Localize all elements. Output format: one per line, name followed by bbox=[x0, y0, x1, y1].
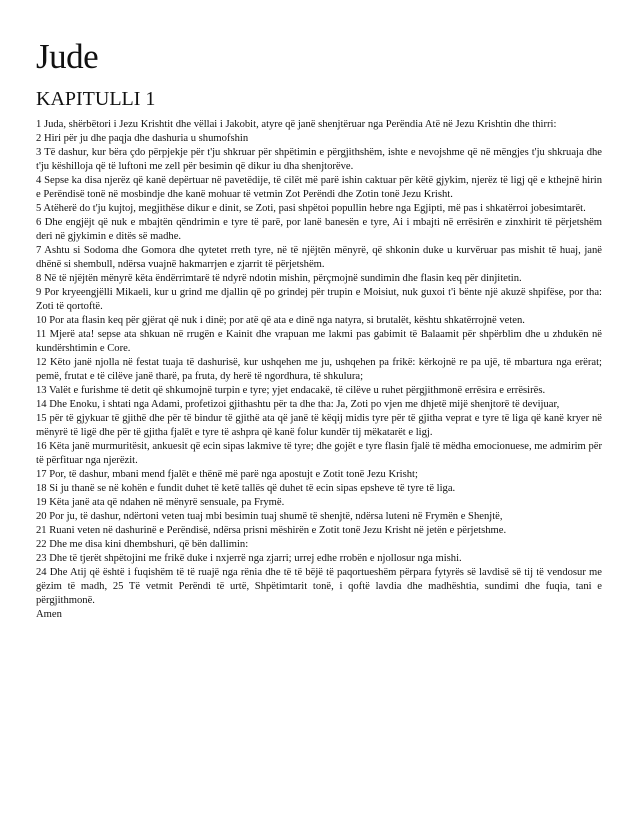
verse-6: 6 Dhe engjëjt që nuk e mbajtën qëndrimin e tyre të parë, por lanë banesën e tyre, Ai i mbajti në errësirën e zinxhirit të përjetshëm deri në gjykimin e ditës së madhe. bbox=[36, 217, 602, 242]
verse-2: 2 Hiri për ju dhe paqja dhe dashuria u shumofshin bbox=[36, 133, 249, 144]
verse-15: 15 për të gjykuar të gjithë dhe për të bindur të gjithë ata që janë të këqij midis tyre për të gjitha veprat e tyre të liga që kanë kryer në mënyrë të ligë dhe për të gjitha fjalët e tyre të ashpra që kanë folur kundër tij mëkatarët e ligj. bbox=[36, 413, 602, 438]
verse-10: 10 Por ata flasin keq për gjërat që nuk i dinë; por atë që ata e dinë nga natyra, si brutalët, kështu shkatërrojnë veten. bbox=[36, 315, 525, 326]
verse-19: 19 Këta janë ata që ndahen në mënyrë sensuale, pa Frymë. bbox=[36, 497, 285, 508]
book-title: Jude bbox=[36, 37, 99, 76]
verse-21: 21 Ruani veten në dashurinë e Perëndisë, ndërsa prisni mëshirën e Zotit tonë Jezu Krisht në jetën e përjetshme. bbox=[36, 525, 507, 536]
verse-24-25: 24 Dhe Atij që është i fuqishëm të të ruajë nga rënia dhe të të bëjë të paqortueshëm përpara fytyrës së lavdisë së tij të vendosur me gëzim të madh, 25 Të vetmit Perëndi të urtë, Shpëtimtarit tonë, i qoftë lavdia dhe madhështia, sundimi dhe fuqia, tani e përgjithmonë. bbox=[36, 567, 602, 606]
verse-17: 17 Por, të dashur, mbani mend fjalët e thënë më parë nga apostujt e Zotit tonë Jezu Krisht; bbox=[36, 469, 418, 480]
verse-14: 14 Dhe Enoku, i shtati nga Adami, profetizoi gjithashtu për ta dhe tha: Ja, Zoti po vjen me dhjetë mijë shenjtorë të devijuar, bbox=[36, 399, 560, 410]
verse-22: 22 Dhe me disa kini dhembshuri, që bën dallimin: bbox=[36, 539, 249, 550]
amen-line: Amen bbox=[36, 609, 62, 620]
verse-5: 5 Atëherë do t'ju kujtoj, megjithëse dikur e dinit, se Zoti, pasi shpëtoi popullin hebre nga Egjipti, më pas i shkatërroi jobesimtarët. bbox=[36, 203, 586, 214]
verse-8: 8 Në të njëjtën mënyrë këta ëndërrimtarë të ndyrë ndotin mishin, përçmojnë sundimin dhe flasin keq për dinjitetin. bbox=[36, 273, 522, 284]
verse-16: 16 Këta janë murmuritësit, ankuesit që ecin sipas lakmive të tyre; dhe gojët e tyre flasin fjalë të mëdha emocionuese, me admirim për të përfituar nga njerëzit. bbox=[36, 441, 602, 466]
verse-7: 7 Ashtu si Sodoma dhe Gomora dhe qytetet rreth tyre, në të njëjtën mënyrë, që shkonin duke u kurvëruar pas mishit të huaj, janë dhënë si shembull, ndërsa vuajnë hakmarrjen e zjarrit të përjetshëm. bbox=[36, 245, 602, 270]
verse-23: 23 Dhe të tjerët shpëtojini me frikë duke i nxjerrë nga zjarri; urrej edhe rrobën e njollosur nga mishi. bbox=[36, 553, 462, 564]
verse-4: 4 Sepse ka disa njerëz që kanë depërtuar në pavetëdije, të cilët më parë ishin caktuar për këtë gjykim, njerëz të ligj që e kthejnë hirin e Perëndisë tonë në mosbindje dhe kanë mohuar të vetmin Zot Perëndi dhe Zotin tonë Jezu Krisht. bbox=[36, 175, 602, 200]
verse-1: 1 Juda, shërbëtori i Jezu Krishtit dhe vëllai i Jakobit, atyre që janë shenjtëruar nga Perëndia Atë në Jezu Krishtin dhe thirri: bbox=[36, 119, 557, 130]
verse-list bbox=[36, 118, 602, 622]
chapter-title: KAPITULLI 1 bbox=[36, 88, 156, 110]
verse-18: 18 Si ju thanë se në kohën e fundit duhet të ketë tallës që duhet të ecin sipas epsheve të tyre të liga. bbox=[36, 483, 456, 494]
verse-9: 9 Por kryeengjëlli Mikaeli, kur u grind me djallin që po grindej për trupin e Moisiut, nuk guxoi t'i bënte një akuzë shpifëse, por tha: Zoti të qortoftë. bbox=[36, 287, 602, 312]
document-page bbox=[36, 38, 602, 622]
verse-20: 20 Por ju, të dashur, ndërtoni veten tuaj mbi besimin tuaj shumë të shenjtë, ndërsa luteni në Frymën e Shenjtë, bbox=[36, 511, 503, 522]
verse-11: 11 Mjerë ata! sepse ata shkuan në rrugën e Kainit dhe vrapuan me lakmi pas gabimit të Balaamit për shpërblim dhe u zhdukën në kundërshtimin e Core. bbox=[36, 329, 602, 354]
verse-13: 13 Valët e furishme të detit që shkumojnë turpin e tyre; yjet endacakë, të cilëve u ruhet përgjithmonë errësira e errësirës. bbox=[36, 385, 546, 396]
verse-3: 3 Të dashur, kur bëra çdo përpjekje për t'ju shkruar për shpëtimin e përgjithshëm, ishte e nevojshme që në mëngjes t'ju shkruaja dhe t'ju këshilloja që të luftoni me zell për besimin që dikur iu dha shenjtorëve. bbox=[36, 147, 602, 172]
verse-12: 12 Këto janë njolla në festat tuaja të dashurisë, kur ushqehen me ju, ushqehen pa frikë: kërkojnë re pa ujë, të mbartura nga erërat; pemë, frutat e të cilëve janë tharë, pa fruta, dy herë të ngordhura, të shkulura; bbox=[36, 357, 602, 382]
